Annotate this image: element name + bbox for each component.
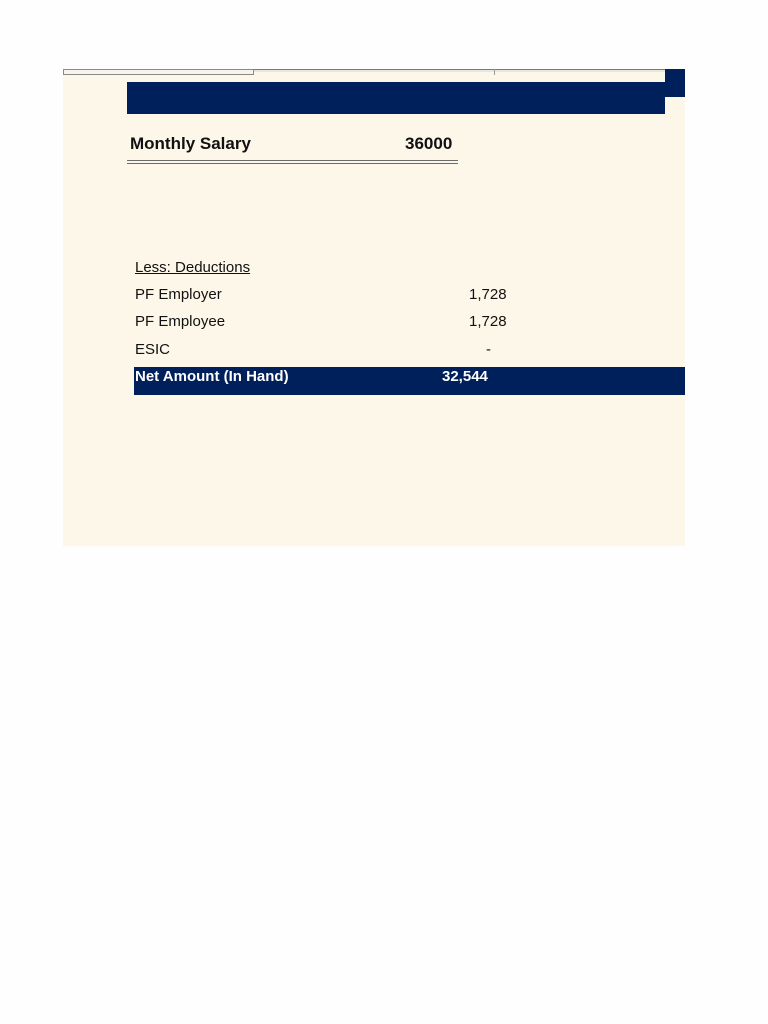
salary-double-underline (127, 160, 458, 164)
monthly-salary-label: Monthly Salary (130, 134, 251, 153)
pf-employer-label: PF Employer (135, 286, 222, 303)
net-amount-label: Net Amount (In Hand) (135, 368, 289, 385)
column-divider (494, 69, 495, 75)
pf-employer-value[interactable]: 1,728 (469, 286, 507, 303)
pf-employee-label: PF Employee (135, 313, 226, 330)
header-band (127, 82, 665, 114)
selected-cell-outline[interactable] (63, 69, 254, 75)
pf-employee-value[interactable]: 1,728 (469, 313, 507, 330)
header-corner-block (665, 69, 685, 97)
deductions-heading: Less: Deductions (135, 259, 251, 276)
monthly-salary-value[interactable]: 36000 (405, 134, 453, 153)
esic-value[interactable]: - (486, 341, 491, 358)
esic-label: ESIC (135, 341, 171, 358)
net-amount-value[interactable]: 32,544 (442, 368, 488, 385)
